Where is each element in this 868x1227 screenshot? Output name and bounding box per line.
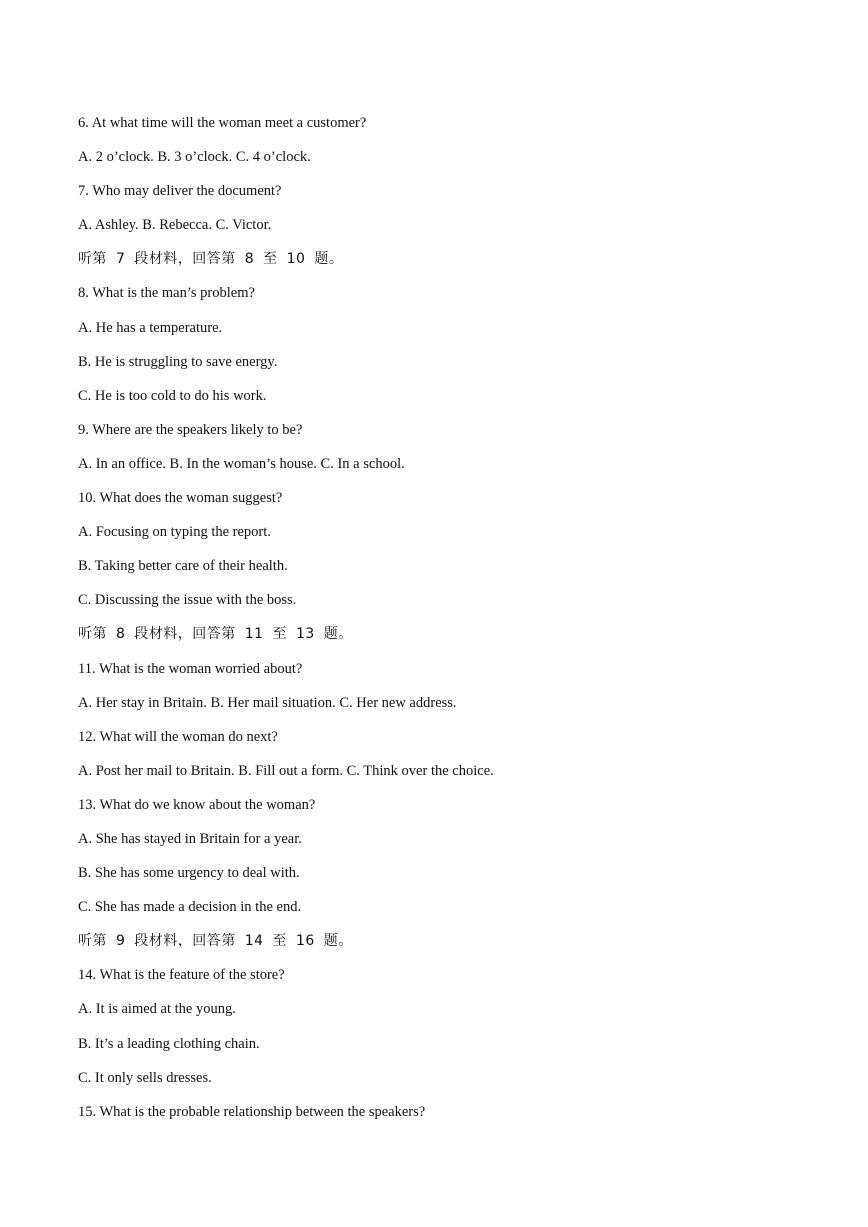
question-15: 15. What is the probable relationship between the speakers? [78, 1103, 426, 1120]
options-7: A. Ashley. B. Rebecca. C. Victor. [78, 217, 272, 234]
question-8: 8. What is the man’s problem? [78, 285, 255, 302]
option-14a: A. It is aimed at the young. [78, 1001, 236, 1018]
section-heading-7: 听第 7 段材料，回答第 8 至 10 题。 [78, 251, 344, 268]
option-13c: C. She has made a decision in the end. [78, 899, 302, 916]
options-9: A. In an office. B. In the woman’s house. C. In a school. [78, 455, 405, 472]
question-13: 13. What do we know about the woman? [78, 796, 316, 813]
option-10a: A. Focusing on typing the report. [78, 524, 271, 541]
question-6: 6. At what time will the woman meet a customer? [78, 115, 367, 131]
question-10: 10. What does the woman suggest? [78, 490, 283, 507]
option-14b: B. It’s a leading clothing chain. [78, 1035, 260, 1052]
option-8b: B. He is struggling to save energy. [78, 353, 278, 370]
option-10c: C. Discussing the issue with the boss. [78, 592, 297, 609]
section-heading-8: 听第 8 段材料，回答第 11 至 13 题。 [78, 626, 353, 643]
option-14c: C. It only sells dresses. [78, 1069, 212, 1086]
option-8a: A. He has a temperature. [78, 319, 223, 336]
option-10b: B. Taking better care of their health. [78, 558, 288, 575]
option-8c: C. He is too cold to do his work. [78, 387, 267, 404]
question-11: 11. What is the woman worried about? [78, 660, 303, 677]
question-list [78, 111, 838, 1134]
question-7: 7. Who may deliver the document? [78, 183, 282, 200]
options-12: A. Post her mail to Britain. B. Fill out a form. C. Think over the choice. [78, 762, 494, 779]
question-12: 12. What will the woman do next? [78, 728, 278, 745]
option-13a: A. She has stayed in Britain for a year. [78, 830, 302, 847]
question-9: 9. Where are the speakers likely to be? [78, 421, 303, 438]
options-6: A. 2 o’clock. B. 3 o’clock. C. 4 o’clock. [78, 149, 311, 166]
section-heading-9: 听第 9 段材料，回答第 14 至 16 题。 [78, 933, 353, 950]
option-13b: B. She has some urgency to deal with. [78, 865, 300, 882]
question-14: 14. What is the feature of the store? [78, 967, 285, 984]
options-11: A. Her stay in Britain. B. Her mail situation. C. Her new address. [78, 694, 457, 711]
